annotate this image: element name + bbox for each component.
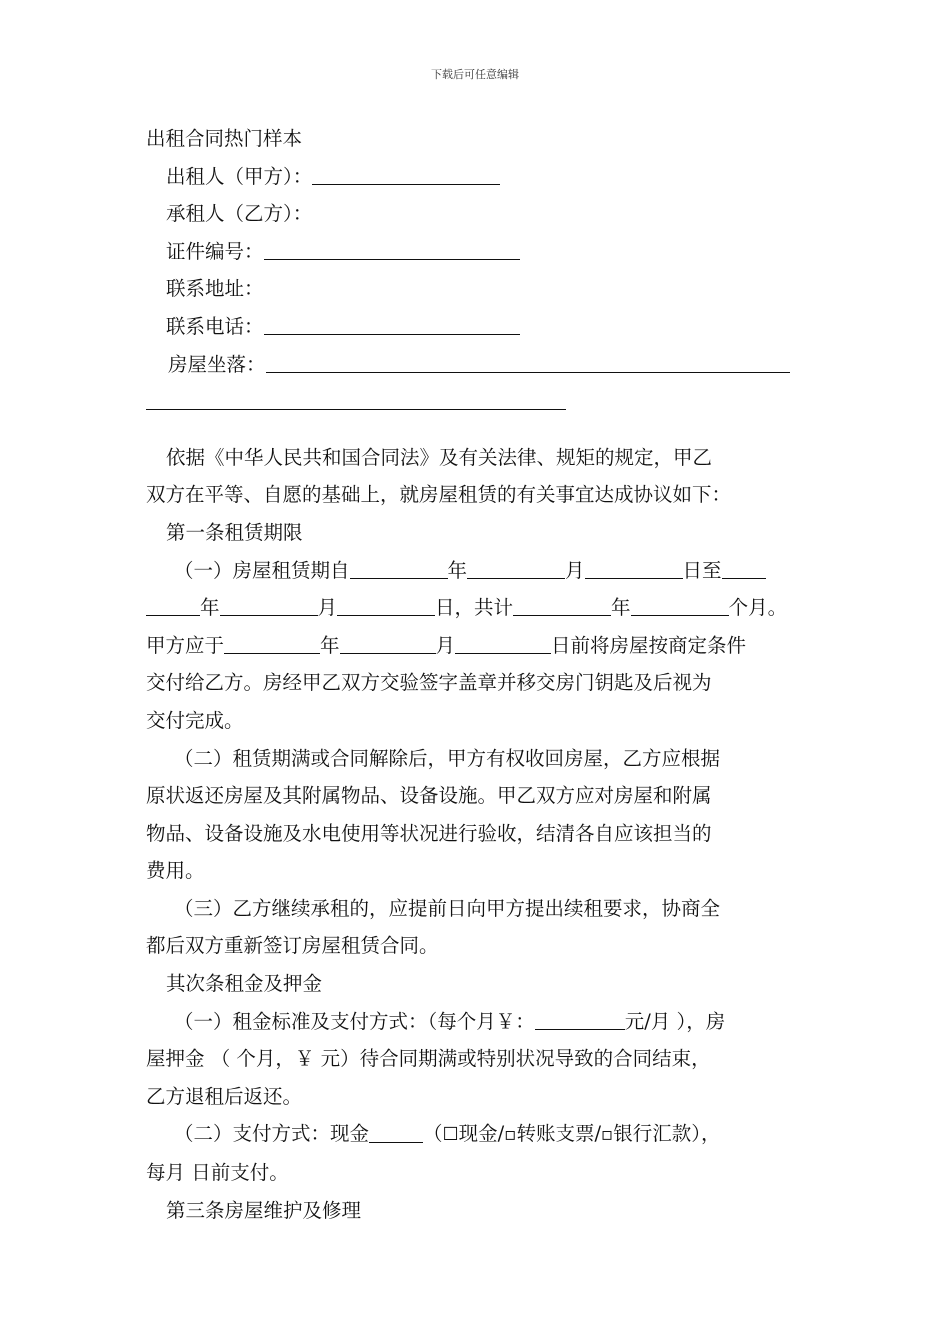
month-label: 月 (435, 633, 456, 657)
clause-2-line-1: （二）租赁期满或合同解除后，甲方有权收回房屋，乙方应根据 (174, 746, 721, 770)
term-line-5: 交付完成。 (146, 708, 244, 732)
id-row (146, 233, 810, 271)
total-year-blank[interactable] (513, 596, 611, 617)
cash-checkbox[interactable]: ☐ (442, 1124, 459, 1146)
location-row (146, 346, 810, 384)
rent-unit-label: 元/月 ），房 (624, 1009, 726, 1033)
start-month-blank[interactable] (467, 558, 565, 579)
delivery-day-blank[interactable] (455, 634, 551, 655)
delivery-year-blank[interactable] (224, 634, 320, 655)
address-label: 联系地址： (166, 277, 264, 301)
intro-line-2: 双方在平等、自愿的基础上，就房屋租赁的有关事宜达成协议如下： (146, 483, 732, 507)
intro-line-1: 依据《中华人民共和国合同法》及有关法律、规矩的规定，甲乙 (166, 445, 713, 469)
phone-blank[interactable] (264, 315, 520, 336)
day-to-label: 日至 (682, 558, 722, 582)
clause-3-line-1: （三）乙方继续承租的，应提前日向甲方提出续租要求，协商全 (174, 896, 721, 920)
phone-label: 联系电话： (166, 314, 264, 338)
location-blank-2[interactable] (146, 390, 566, 411)
term-line-3 (146, 627, 810, 665)
year-label: 年 (447, 558, 468, 582)
lessee-row (146, 195, 810, 233)
lessee-label: 承租人（乙方）： (166, 202, 313, 226)
id-label: 证件编号： (166, 239, 264, 263)
rent-amount-blank[interactable] (535, 1009, 625, 1030)
lessor-label: 出租人（甲方）： (166, 164, 313, 188)
end-year-blank-a[interactable] (722, 558, 766, 579)
term-line-4: 交付给乙方。房经甲乙双方交验签字盖章并移交房门钥匙及后视为 (146, 671, 712, 695)
start-year-blank[interactable] (350, 558, 448, 579)
clause-2-line-2: 原状返还房屋及其附属物品、设备设施。甲乙双方应对房屋和附属 (146, 784, 712, 808)
check-label: 转账支票/ (516, 1122, 602, 1146)
payment-label: （二）支付方式：现金 (174, 1122, 370, 1146)
phone-row (146, 308, 810, 346)
clause-3-line-2: 都后双方重新签订房屋租赁合同。 (146, 934, 439, 958)
rent-line-2: 屋押金 （ 个月，￥ 元）待合同期满或特别状况导致的合同结束， (146, 1047, 711, 1071)
article-3-title: 第三条房屋维护及修理 (166, 1198, 362, 1222)
contract-body (146, 120, 810, 1229)
location-label: 房屋坐落： (168, 352, 266, 376)
lessor-row (146, 158, 810, 196)
end-month-blank[interactable] (220, 596, 318, 617)
delivery-end-label: 日前将房屋按商定条件 (551, 633, 747, 657)
months-label: 个月。 (728, 596, 788, 620)
payment-line-1 (146, 1115, 810, 1154)
end-day-blank[interactable] (337, 596, 435, 617)
year-label: 年 (611, 596, 631, 620)
clause-2-line-4: 费用。 (146, 859, 205, 883)
total-month-blank[interactable] (631, 596, 729, 617)
month-label: 月 (317, 596, 338, 620)
delivery-month-blank[interactable] (340, 634, 436, 655)
month-label: 月 (565, 558, 585, 582)
payment-blank[interactable] (369, 1122, 423, 1143)
page-header: 下载后可任意编辑 (431, 68, 519, 81)
total-label: 日，共计 (435, 596, 514, 620)
payment-line-2: 每月 日前支付。 (146, 1161, 289, 1185)
year-label: 年 (320, 633, 340, 657)
term-start-label: （一）房屋租赁期自 (174, 558, 350, 582)
article-1-title: 第一条租赁期限 (166, 520, 303, 544)
clause-2-line-3: 物品、设备设施及水电使用等状况进行验收，结清各自应该担当的 (146, 821, 712, 845)
article-2-title: 其次条租金及押金 (166, 972, 323, 996)
check-checkbox[interactable]: ▫ (504, 1124, 517, 1146)
start-day-blank[interactable] (585, 558, 683, 579)
lessor-blank[interactable] (312, 164, 500, 185)
id-blank[interactable] (264, 240, 520, 261)
location-row-2 (146, 383, 810, 421)
term-line-1 (146, 552, 810, 590)
delivery-label: 甲方应于 (146, 633, 225, 657)
cash-label: 现金/ (458, 1122, 505, 1146)
paren-open: （ (423, 1122, 443, 1146)
rent-line-3: 乙方退租后返还。 (146, 1084, 303, 1108)
transfer-checkbox[interactable]: ▫ (601, 1124, 614, 1146)
end-year-blank-b[interactable] (146, 596, 200, 617)
document-title: 出租合同热门样本 (146, 127, 303, 150)
year-label: 年 (200, 596, 220, 620)
location-blank[interactable] (266, 352, 790, 373)
rent-line-1 (146, 1003, 810, 1041)
term-line-2 (146, 589, 810, 627)
address-row (146, 270, 810, 308)
transfer-label: 银行汇款）， (613, 1122, 721, 1146)
rent-label: （一）租金标准及支付方式：（每个月￥： (174, 1009, 535, 1033)
